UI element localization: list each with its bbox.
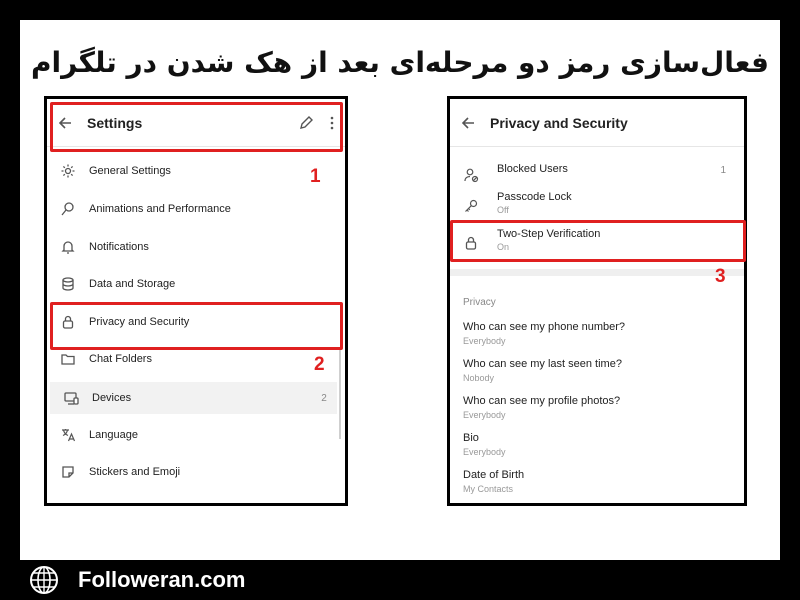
devices-count: 2 [321, 392, 327, 404]
settings-item-general[interactable] [47, 159, 345, 183]
globe-icon [28, 564, 60, 596]
privacy-item-value: Everybody [463, 336, 506, 346]
settings-item-data-storage[interactable] [47, 272, 345, 296]
settings-item-label: Devices [92, 392, 132, 404]
section-divider [450, 269, 744, 276]
highlight-two-step-verification [450, 220, 746, 262]
back-arrow-icon[interactable] [450, 115, 490, 131]
privacy-item-bio[interactable] [463, 432, 744, 457]
settings-item-label: Notifications [89, 241, 149, 253]
privacy-item-value: Everybody [463, 447, 506, 457]
animation-icon [47, 201, 89, 217]
privacy-item-value: Nobody [463, 373, 495, 383]
database-icon [47, 276, 89, 292]
highlight-settings-header [50, 102, 343, 152]
sticker-icon [47, 464, 89, 480]
security-item-value: Off [497, 205, 509, 215]
settings-item-label: General Settings [89, 165, 171, 177]
devices-icon [50, 390, 92, 406]
gear-icon [47, 163, 89, 179]
headline: فعال‌سازی رمز دو مرحله‌ای بعد از هک شدن در تلگرام [31, 46, 769, 79]
security-item-label: Passcode Lock [497, 191, 572, 203]
settings-title: Settings [87, 114, 143, 131]
privacy-item-label: Who can see my last seen time? [463, 358, 622, 370]
security-item-label: Two-Step Verification [497, 228, 601, 240]
settings-item-label: Data and Storage [89, 278, 176, 290]
folder-icon [47, 351, 89, 367]
privacy-item-value: Everybody [463, 410, 506, 420]
infographic-canvas [20, 20, 780, 560]
settings-item-label: Animations and Performance [89, 203, 231, 215]
step-number-1: 1 [310, 166, 321, 187]
settings-screen [44, 96, 348, 506]
settings-item-label: Chat Folders [89, 353, 152, 365]
bell-icon [47, 239, 89, 255]
scrollbar[interactable] [339, 349, 341, 439]
settings-item-notifications[interactable] [47, 235, 345, 259]
settings-item-chat-folders[interactable] [47, 347, 345, 371]
step-number-2: 2 [314, 354, 325, 375]
settings-item-label: Language [89, 429, 138, 441]
settings-item-language[interactable] [47, 423, 345, 447]
privacy-app-bar [450, 99, 744, 147]
privacy-item-label: Date of Birth [463, 469, 525, 481]
privacy-item-label: Who can see my phone number? [463, 321, 626, 333]
footer-bar [0, 560, 800, 600]
translate-icon [47, 427, 89, 443]
security-item-value: On [497, 242, 510, 252]
key-icon [460, 198, 482, 214]
blocked-user-icon [460, 167, 482, 183]
security-item-label: Blocked Users [497, 163, 568, 175]
security-item-passcode-lock[interactable] [450, 191, 744, 221]
privacy-security-screen [447, 96, 747, 506]
privacy-item-label: Bio [463, 432, 479, 444]
settings-item-label: Privacy and Security [89, 316, 190, 328]
blocked-users-count: 1 [720, 165, 726, 176]
privacy-item-date-of-birth[interactable] [463, 469, 744, 494]
privacy-title: Privacy and Security [490, 114, 628, 131]
privacy-section-header: Privacy [463, 297, 496, 308]
highlight-privacy-security [50, 302, 343, 350]
privacy-item-label: Who can see my profile photos? [463, 395, 621, 407]
privacy-item-profile-photos[interactable] [463, 395, 744, 420]
settings-item-animations[interactable] [47, 197, 345, 221]
settings-item-label: Stickers and Emoji [89, 466, 181, 478]
step-number-3: 3 [715, 266, 726, 287]
privacy-item-phone-number[interactable] [463, 321, 744, 346]
privacy-item-value: My Contacts [463, 484, 514, 494]
footer-brand: Followeran.com [78, 567, 246, 592]
settings-item-stickers[interactable] [47, 460, 345, 484]
privacy-item-last-seen[interactable] [463, 358, 744, 383]
settings-item-devices[interactable] [50, 382, 337, 414]
security-item-blocked-users[interactable] [450, 163, 744, 191]
